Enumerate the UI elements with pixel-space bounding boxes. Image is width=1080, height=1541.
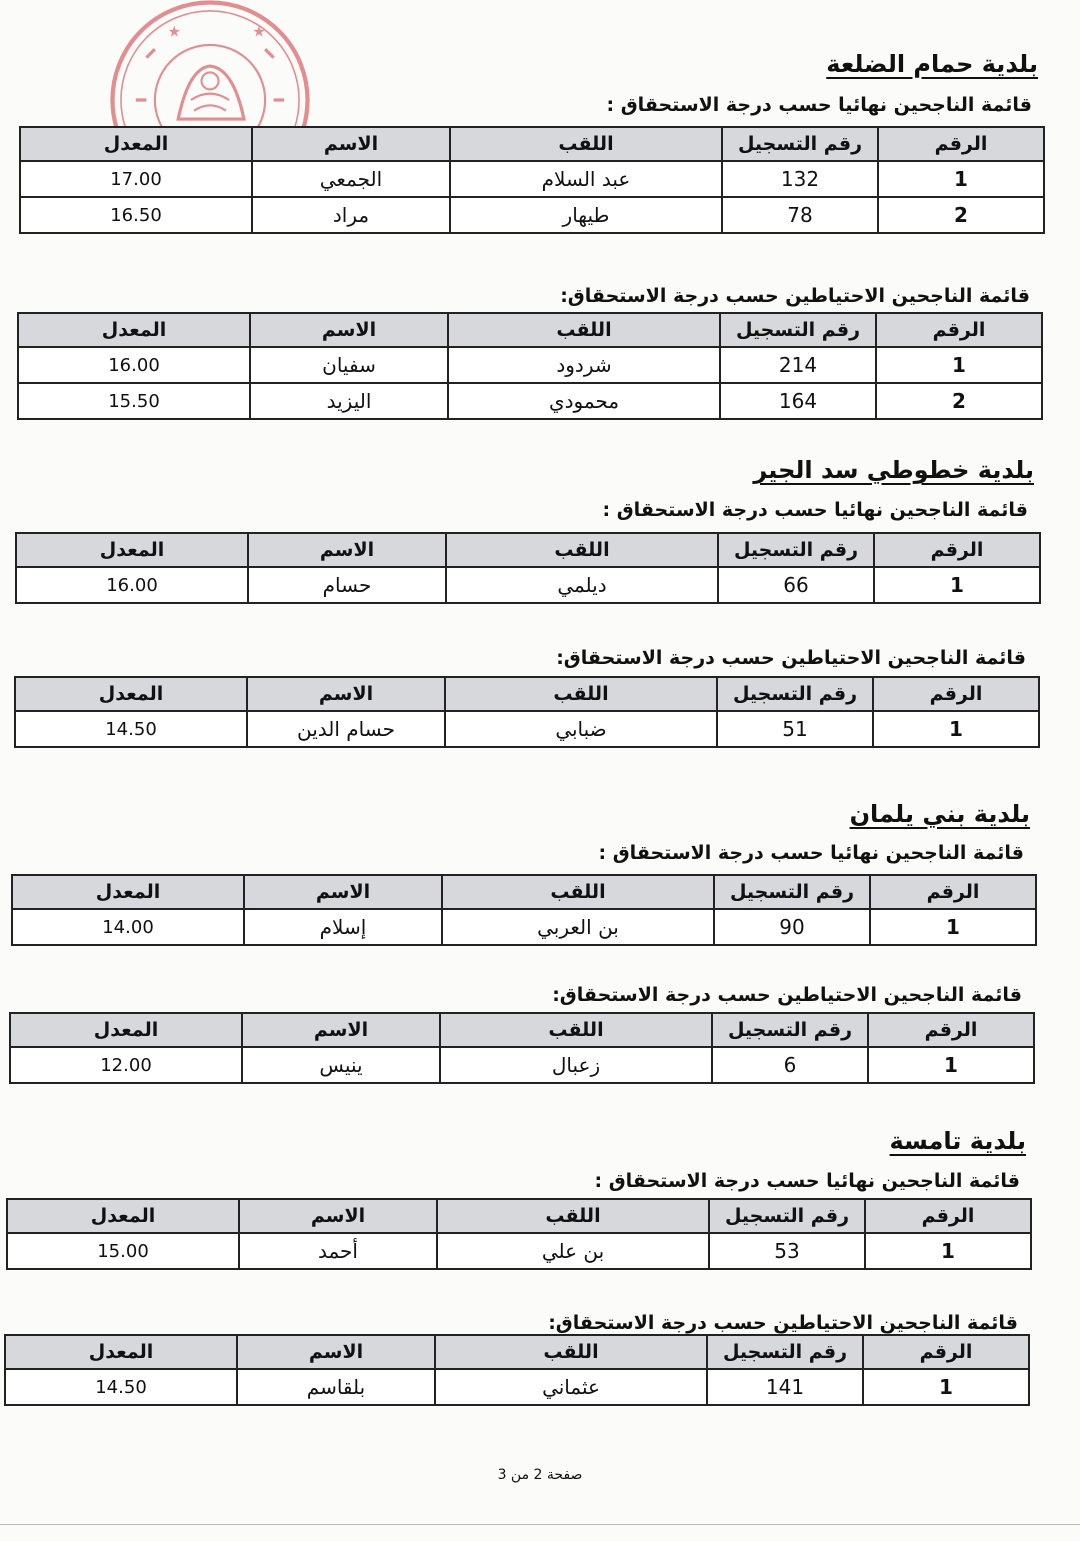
header-surname: اللقب [445, 677, 717, 711]
header-reg: رقم التسجيل [709, 1199, 865, 1233]
header-avg: المعدل [7, 1199, 239, 1233]
header-avg: المعدل [18, 313, 250, 347]
divider [0, 1524, 1080, 1525]
final-list-caption: قائمة الناجحين نهائيا حسب درجة الاستحقاق : [598, 842, 1024, 864]
header-avg: المعدل [10, 1013, 242, 1047]
final-list-table [19, 126, 1045, 234]
cell-rank: 1 [876, 347, 1042, 383]
cell-name: إسلام [244, 909, 442, 945]
header-reg: رقم التسجيل [718, 533, 874, 567]
header-name: الاسم [237, 1335, 435, 1369]
cell-surname: محمودي [448, 383, 720, 419]
cell-avg: 17.00 [20, 161, 252, 197]
cell-reg: 78 [722, 197, 878, 233]
cell-surname: بن علي [437, 1233, 709, 1269]
header-reg: رقم التسجيل [722, 127, 878, 161]
table-row [18, 383, 1042, 419]
cell-avg: 16.50 [20, 197, 252, 233]
header-rank: الرقم [873, 677, 1039, 711]
reserve-list-caption: قائمة الناجحين الاحتياطين حسب درجة الاستحقاق: [548, 1312, 1018, 1334]
cell-reg: 214 [720, 347, 876, 383]
header-name: الاسم [252, 127, 450, 161]
table-header-row [20, 127, 1044, 161]
header-reg: رقم التسجيل [720, 313, 876, 347]
cell-avg: 16.00 [16, 567, 248, 603]
cell-name: حسام الدين [247, 711, 445, 747]
reserve-list-table [14, 676, 1040, 748]
cell-avg: 14.50 [5, 1369, 237, 1405]
cell-reg: 164 [720, 383, 876, 419]
cell-avg: 12.00 [10, 1047, 242, 1083]
svg-text:★: ★ [252, 23, 266, 41]
cell-name: حسام [248, 567, 446, 603]
header-surname: اللقب [442, 875, 714, 909]
header-rank: الرقم [868, 1013, 1034, 1047]
cell-rank: 1 [870, 909, 1036, 945]
commune-title: بلدية بني يلمان [849, 800, 1030, 828]
cell-reg: 53 [709, 1233, 865, 1269]
header-reg: رقم التسجيل [714, 875, 870, 909]
table-row [18, 347, 1042, 383]
header-reg: رقم التسجيل [717, 677, 873, 711]
table-row [7, 1233, 1031, 1269]
reserve-list-table [9, 1012, 1035, 1084]
table-header-row [7, 1199, 1031, 1233]
table-row [15, 711, 1039, 747]
table-row [12, 909, 1036, 945]
header-rank: الرقم [870, 875, 1036, 909]
cell-avg: 15.50 [18, 383, 250, 419]
header-avg: المعدل [20, 127, 252, 161]
header-name: الاسم [247, 677, 445, 711]
cell-rank: 1 [868, 1047, 1034, 1083]
table-row [16, 567, 1040, 603]
reserve-list-table [4, 1334, 1030, 1406]
cell-reg: 132 [722, 161, 878, 197]
cell-surname: زعبال [440, 1047, 712, 1083]
header-rank: الرقم [865, 1199, 1031, 1233]
table-row [20, 197, 1044, 233]
table-row [5, 1369, 1029, 1405]
header-surname: اللقب [437, 1199, 709, 1233]
commune-title: بلدية تامسة [889, 1127, 1026, 1155]
cell-avg: 14.00 [12, 909, 244, 945]
header-avg: المعدل [12, 875, 244, 909]
cell-avg: 16.00 [18, 347, 250, 383]
table-row [10, 1047, 1034, 1083]
header-rank: الرقم [874, 533, 1040, 567]
reserve-list-table [17, 312, 1043, 420]
header-reg: رقم التسجيل [712, 1013, 868, 1047]
cell-surname: شردود [448, 347, 720, 383]
header-name: الاسم [248, 533, 446, 567]
page-number: صفحة 2 من 3 [497, 1467, 583, 1483]
cell-avg: 15.00 [7, 1233, 239, 1269]
header-rank: الرقم [878, 127, 1044, 161]
header-surname: اللقب [448, 313, 720, 347]
cell-surname: ضبابي [445, 711, 717, 747]
cell-surname: طيهار [450, 197, 722, 233]
cell-surname: عبد السلام [450, 161, 722, 197]
header-name: الاسم [242, 1013, 440, 1047]
cell-surname: ديلمي [446, 567, 718, 603]
reserve-list-caption: قائمة الناجحين الاحتياطين حسب درجة الاستحقاق: [556, 647, 1026, 669]
header-surname: اللقب [450, 127, 722, 161]
cell-reg: 6 [712, 1047, 868, 1083]
cell-reg: 51 [717, 711, 873, 747]
cell-rank: 1 [878, 161, 1044, 197]
header-name: الاسم [239, 1199, 437, 1233]
header-rank: الرقم [863, 1335, 1029, 1369]
cell-avg: 14.50 [15, 711, 247, 747]
cell-rank: 1 [873, 711, 1039, 747]
table-header-row [5, 1335, 1029, 1369]
cell-rank: 2 [878, 197, 1044, 233]
final-list-table [15, 532, 1041, 604]
cell-name: اليزيد [250, 383, 448, 419]
final-list-caption: قائمة الناجحين نهائيا حسب درجة الاستحقاق : [602, 499, 1028, 521]
final-list-caption: قائمة الناجحين نهائيا حسب درجة الاستحقاق : [594, 1170, 1020, 1192]
cell-rank: 1 [865, 1233, 1031, 1269]
cell-rank: 2 [876, 383, 1042, 419]
table-header-row [12, 875, 1036, 909]
cell-name: مراد [252, 197, 450, 233]
header-surname: اللقب [440, 1013, 712, 1047]
cell-rank: 1 [863, 1369, 1029, 1405]
table-header-row [18, 313, 1042, 347]
cell-surname: بن العربي [442, 909, 714, 945]
table-header-row [10, 1013, 1034, 1047]
header-avg: المعدل [16, 533, 248, 567]
cell-rank: 1 [874, 567, 1040, 603]
header-reg: رقم التسجيل [707, 1335, 863, 1369]
header-surname: اللقب [435, 1335, 707, 1369]
table-header-row [15, 677, 1039, 711]
final-list-table [6, 1198, 1032, 1270]
header-surname: اللقب [446, 533, 718, 567]
cell-name: ينيس [242, 1047, 440, 1083]
cell-name: سفيان [250, 347, 448, 383]
commune-title: بلدية خطوطي سد الجير [753, 456, 1034, 484]
reserve-list-caption: قائمة الناجحين الاحتياطين حسب درجة الاستحقاق: [560, 285, 1030, 307]
header-avg: المعدل [15, 677, 247, 711]
commune-title: بلدية حمام الضلعة [826, 50, 1038, 78]
final-list-table [11, 874, 1037, 946]
reserve-list-caption: قائمة الناجحين الاحتياطين حسب درجة الاستحقاق: [552, 984, 1022, 1006]
cell-name: الجمعي [252, 161, 450, 197]
header-rank: الرقم [876, 313, 1042, 347]
cell-reg: 141 [707, 1369, 863, 1405]
final-list-caption: قائمة الناجحين نهائيا حسب درجة الاستحقاق : [606, 94, 1032, 116]
cell-reg: 66 [718, 567, 874, 603]
table-row [20, 161, 1044, 197]
svg-text:★: ★ [167, 23, 181, 41]
cell-reg: 90 [714, 909, 870, 945]
header-name: الاسم [244, 875, 442, 909]
header-name: الاسم [250, 313, 448, 347]
header-avg: المعدل [5, 1335, 237, 1369]
cell-surname: عثماني [435, 1369, 707, 1405]
cell-name: أحمد [239, 1233, 437, 1269]
cell-name: بلقاسم [237, 1369, 435, 1405]
table-header-row [16, 533, 1040, 567]
